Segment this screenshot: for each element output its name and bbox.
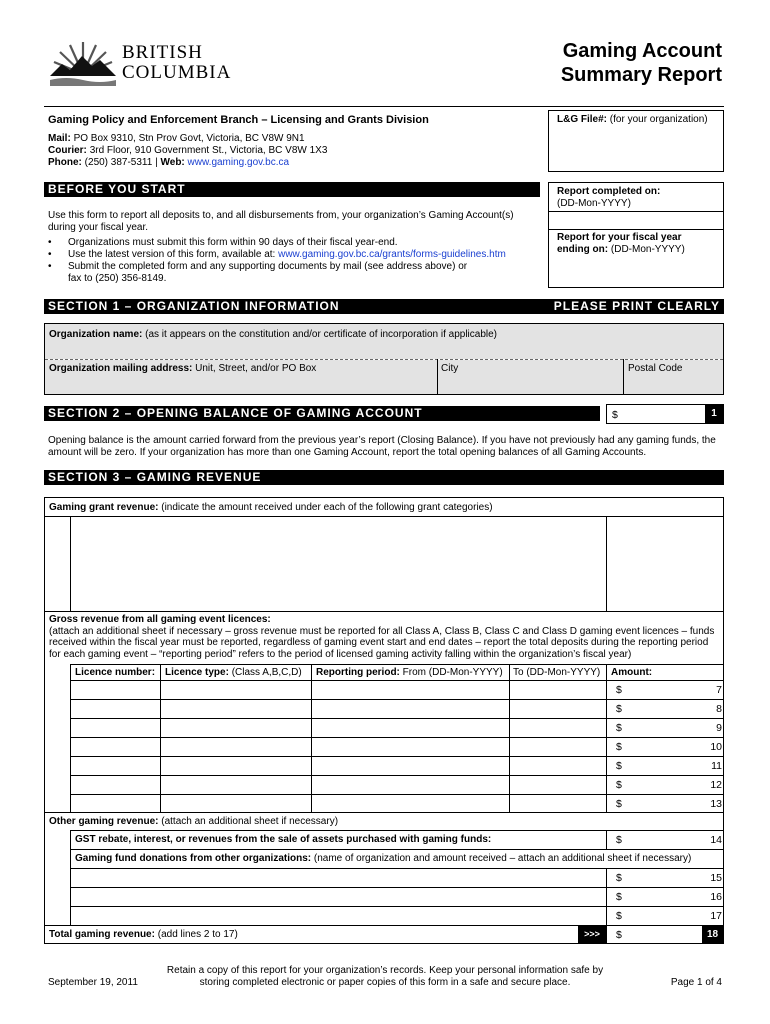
donation-label: Gaming fund donations from other organizations: (name of organization and amount received – attach an additional sheet if necessary) xyxy=(75,853,692,864)
web-link[interactable]: www.gaming.gov.bc.ca xyxy=(187,157,290,168)
mail-address: Mail: PO Box 9310, Stn Prov Govt, Victoria, BC V8W 9N1 xyxy=(48,133,305,144)
donation-amount-field[interactable]: $ xyxy=(616,910,622,922)
lg-file-field[interactable]: L&G File#: (for your organization) xyxy=(548,110,724,172)
footer-date: September 19, 2011 xyxy=(48,977,138,988)
section2-text1: Opening balance is the amount carried forward from the previous year’s report (Closing Balance). If you have not previously had any gaming funds, the xyxy=(48,435,716,446)
section2-header: SECTION 2 – OPENING BALANCE OF GAMING ACCOUNT xyxy=(44,406,600,421)
donation-amount-field[interactable]: $ xyxy=(616,891,622,903)
please-print-clearly: PLEASE PRINT CLEARLY xyxy=(553,299,720,313)
total-revenue-label: Total gaming revenue: (add lines 2 to 17) xyxy=(49,929,238,940)
licence-line-number: 10 xyxy=(710,741,722,753)
mailing-address-label: Organization mailing address: Unit, Street, and/or PO Box xyxy=(49,363,317,374)
donation-line-number: 16 xyxy=(710,891,722,903)
licence-amount-field[interactable]: $ xyxy=(616,703,622,715)
section3-header: SECTION 3 – GAMING REVENUE xyxy=(44,470,724,485)
licence-line-number: 12 xyxy=(710,779,722,791)
col-licence-number: Licence number: xyxy=(75,667,156,678)
gst-line-number: 14 xyxy=(710,834,722,846)
licence-amount-field[interactable]: $ xyxy=(616,684,622,696)
section2-text2: amount will be zero. If your organization has more than one Gaming Account, report the total opening balances of all Gaming Accounts. xyxy=(48,447,647,458)
phone-web: Phone: (250) 387-5311 | Web: www.gaming.gov.bc.ca xyxy=(48,157,290,168)
licence-amount-field[interactable]: $ xyxy=(616,798,622,810)
col-reporting-period: Reporting period: From (DD-Mon-YYYY) xyxy=(316,667,503,678)
gst-dollar[interactable]: $ xyxy=(616,834,622,846)
organization-name-field[interactable] xyxy=(45,342,723,359)
before-intro: Use this form to report all deposits to, and all disbursements from, your organization’s Gaming Account(s) during your fiscal year. xyxy=(48,210,514,233)
logo-text-british: BRITISH xyxy=(122,42,203,63)
bullet-1: • Organizations must submit this form within 90 days of their fiscal year-end. xyxy=(48,237,398,248)
section3-table xyxy=(44,497,724,944)
bc-logo xyxy=(48,36,232,92)
opening-balance-field[interactable]: $ 1 xyxy=(606,404,724,424)
forms-link[interactable]: www.gaming.gov.bc.ca/grants/forms-guidelines.htm xyxy=(278,249,506,260)
donation-line-number: 15 xyxy=(710,872,722,884)
form-title-line2: Summary Report xyxy=(560,64,722,86)
col-to: To (DD-Mon-YYYY) xyxy=(513,667,601,678)
gross-revenue-block: Gross revenue from all gaming event licences: (attach an additional sheet if necessary – gross revenue must be reported for all Class A, Class B, Class C and Class D gaming event licences – funds received within the fiscal year must be reported, regardless of gaming event start and end dates – report the total deposits during the reporting period for each gaming event – “reporting period” refers to the period of licensed gaming activity falling within the organization’s fiscal year) xyxy=(49,614,715,660)
donation-amount-field[interactable]: $ xyxy=(616,872,622,884)
bullet-2: • Use the latest version of this form, available at: www.gaming.gov.bc.ca/grants/forms-guidelines.htm xyxy=(48,249,506,260)
logo-text-columbia: COLUMBIA xyxy=(122,62,232,83)
section1-header: SECTION 1 – ORGANIZATION INFORMATION PLEASE PRINT CLEARLY xyxy=(44,299,724,314)
grant-revenue-label: Gaming grant revenue: (indicate the amount received under each of the following grant categories) xyxy=(49,502,493,513)
licence-amount-field[interactable]: $ xyxy=(616,760,622,772)
licence-line-number: 11 xyxy=(711,760,722,772)
licence-line-number: 7 xyxy=(716,684,722,696)
col-amount: Amount: xyxy=(611,667,653,678)
report-completed-field[interactable]: Report completed on: (DD-Mon-YYYY) Report for your fiscal year ending on: (DD-Mon-YYYY) xyxy=(548,182,724,288)
before-you-start-header: BEFORE YOU START xyxy=(44,182,540,197)
branch-name: Gaming Policy and Enforcement Branch – Licensing and Grants Division xyxy=(48,114,429,126)
total-line-number: 18 xyxy=(702,926,723,943)
city-label: City xyxy=(441,363,459,374)
form-title-line1: Gaming Account xyxy=(562,40,722,62)
courier-address: Courier: 3rd Floor, 910 Government St., Victoria, BC V8W 1X3 xyxy=(48,145,328,156)
col-licence-type: Licence type: (Class A,B,C,D) xyxy=(165,667,302,678)
bullet-list xyxy=(48,237,538,285)
gst-label: GST rebate, interest, or revenues from the sale of assets purchased with gaming funds: xyxy=(75,834,492,845)
footer-note: Retain a copy of this report for your organization’s records. Keep your personal information safe by storing completed electronic or paper copies of this form in a safe and secure place. xyxy=(166,965,604,988)
bc-sun-mountain-icon xyxy=(48,36,118,88)
organization-name-label: Organization name: (as it appears on the constitution and/or certificate of incorporation if applicable) xyxy=(49,329,498,340)
bullet-3: • Submit the completed form and any supporting documents by mail (see address above) or fax to (250) 356-8149. xyxy=(48,261,468,284)
footer-page: Page 1 of 4 xyxy=(670,977,722,988)
licence-line-number: 13 xyxy=(710,798,722,810)
section1-table xyxy=(44,323,724,395)
licence-amount-field[interactable]: $ xyxy=(616,741,622,753)
licence-amount-field[interactable]: $ xyxy=(616,722,622,734)
other-revenue-label: Other gaming revenue: (attach an additional sheet if necessary) xyxy=(49,816,339,827)
licence-amount-field[interactable]: $ xyxy=(616,779,622,791)
licence-line-number: 8 xyxy=(716,703,722,715)
total-dollar[interactable]: $ xyxy=(616,929,622,941)
total-arrow: >>> xyxy=(578,926,606,943)
postal-code-label: Postal Code xyxy=(628,363,683,374)
licence-line-number: 9 xyxy=(716,722,722,734)
donation-line-number: 17 xyxy=(710,910,722,922)
